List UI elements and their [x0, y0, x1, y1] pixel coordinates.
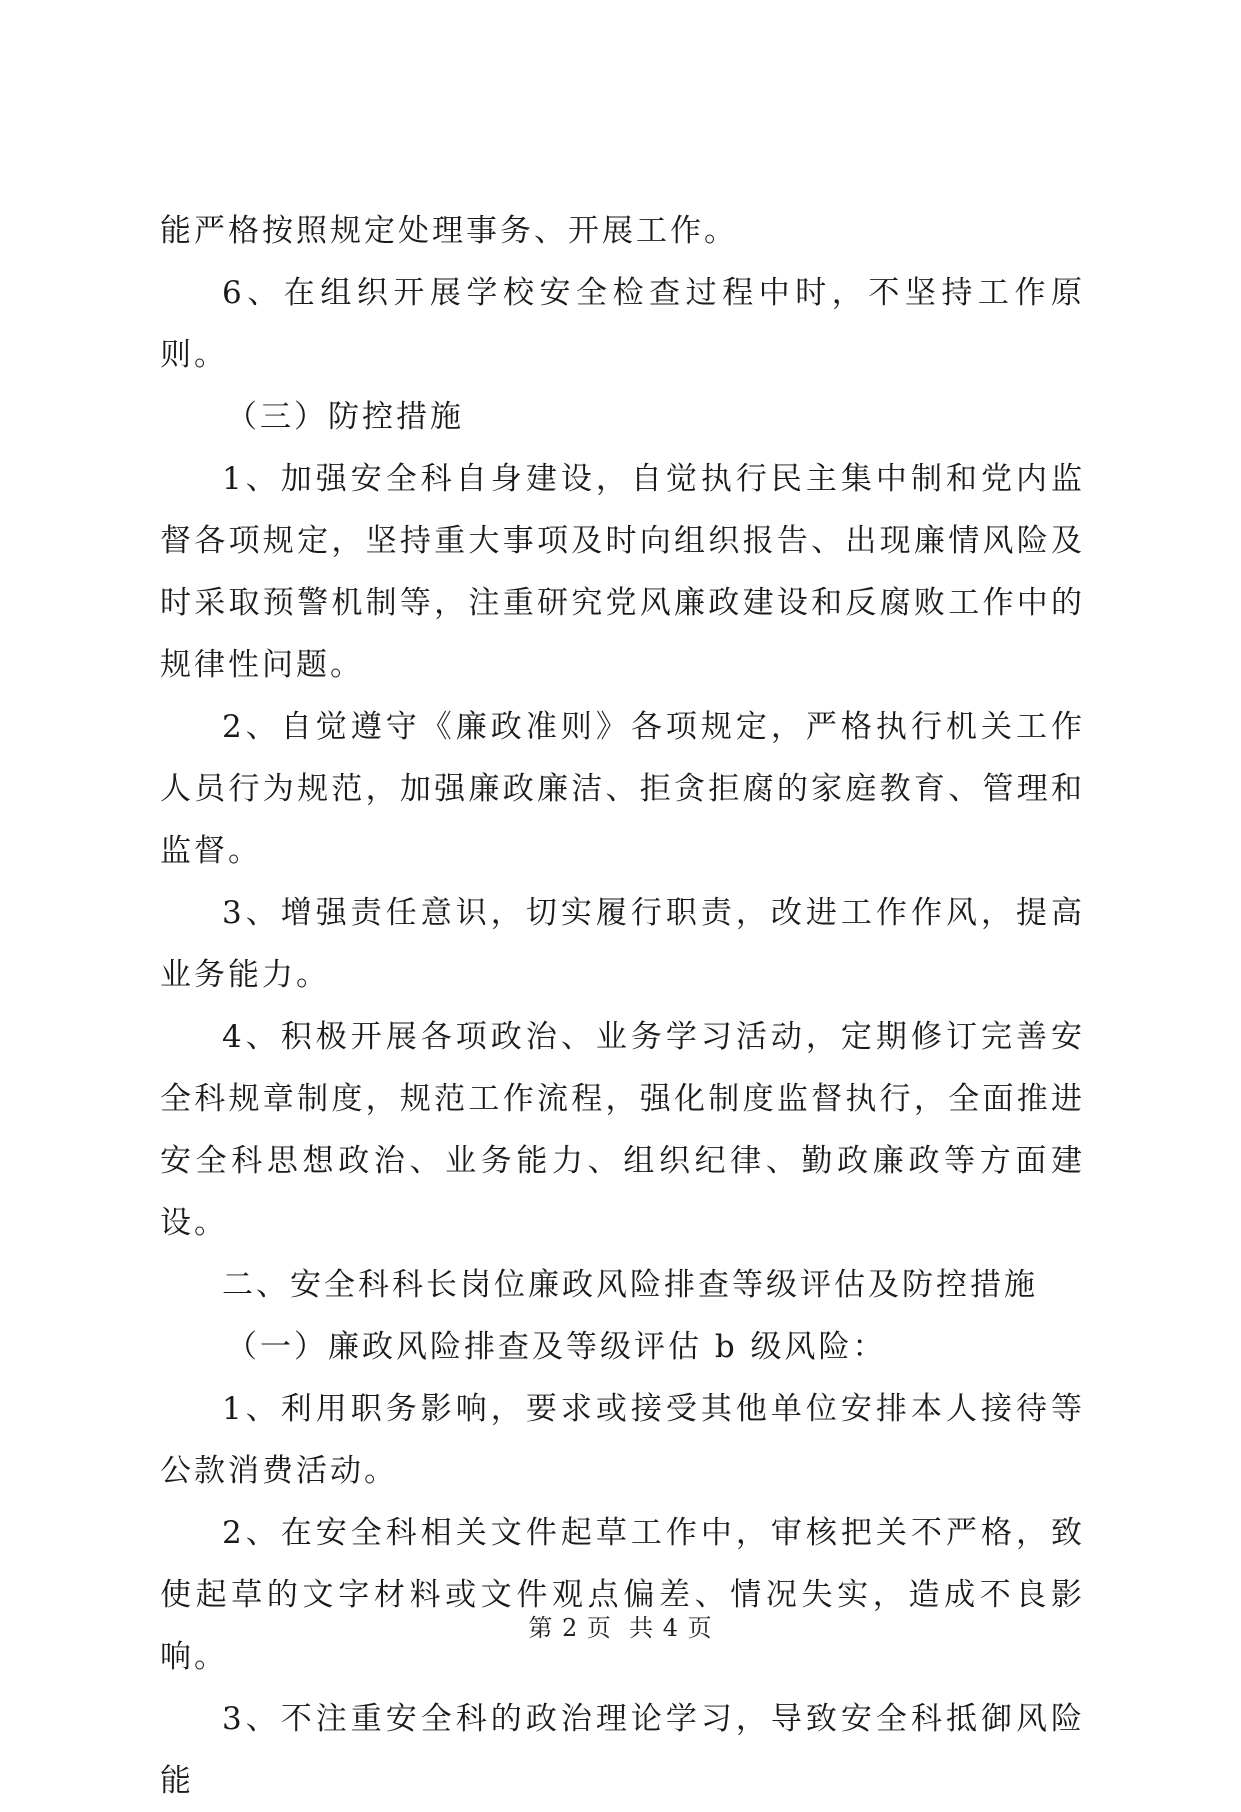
- paragraph-1: 能严格按照规定处理事务、开展工作。: [160, 213, 738, 249]
- paragraph-measure-3: 3、增强责任意识，切实履行职责，改进工作作风，提高业务能力。: [160, 895, 1085, 993]
- paragraph-measure-2: 2、自觉遵守《廉政准则》各项规定，严格执行机关工作人员行为规范，加强廉政廉洁、拒贪拒腐的家庭教育、管理和监督。: [160, 709, 1085, 869]
- page-footer: [0, 1608, 1241, 1643]
- body-text: [160, 200, 1085, 1812]
- paragraph-risk-3: 3、不注重安全科的政治理论学习，导致安全科抵御风险能: [160, 1701, 1085, 1799]
- paragraph-risk-1: 1、利用职务影响，要求或接受其他单位安排本人接待等公款消费活动。: [160, 1391, 1085, 1489]
- paragraph-2: 6、在组织开展学校安全检查过程中时，不坚持工作原则。: [160, 275, 1085, 373]
- paragraph-measure-4: 4、积极开展各项政治、业务学习活动，定期修订完善安全科规章制度，规范工作流程，强化制度监督执行，全面推进安全科思想政治、业务能力、组织纪律、勤政廉政等方面建设。: [160, 1019, 1085, 1241]
- section-heading-risk-assessment: （一）廉政风险排查及等级评估 b 级风险：: [226, 1329, 887, 1365]
- paragraph-measure-1: 1、加强安全科自身建设，自觉执行民主集中制和党内监督各项规定，坚持重大事项及时向组织报告、出现廉情风险及时采取预警机制等，注重研究党风廉政建设和反腐败工作中的规律性问题。: [160, 461, 1085, 683]
- section-heading-prevention: （三）防控措施: [226, 399, 464, 435]
- section-heading-chief: 二、安全科科长岗位廉政风险排查等级评估及防控措施: [222, 1267, 1038, 1303]
- page-number-label: 第 2 页 共 4 页: [528, 1614, 713, 1642]
- paragraph-risk-2: 2、在安全科相关文件起草工作中，审核把关不严格，致使起草的文字材料或文件观点偏差、情况失实，造成不良影响。: [160, 1515, 1085, 1675]
